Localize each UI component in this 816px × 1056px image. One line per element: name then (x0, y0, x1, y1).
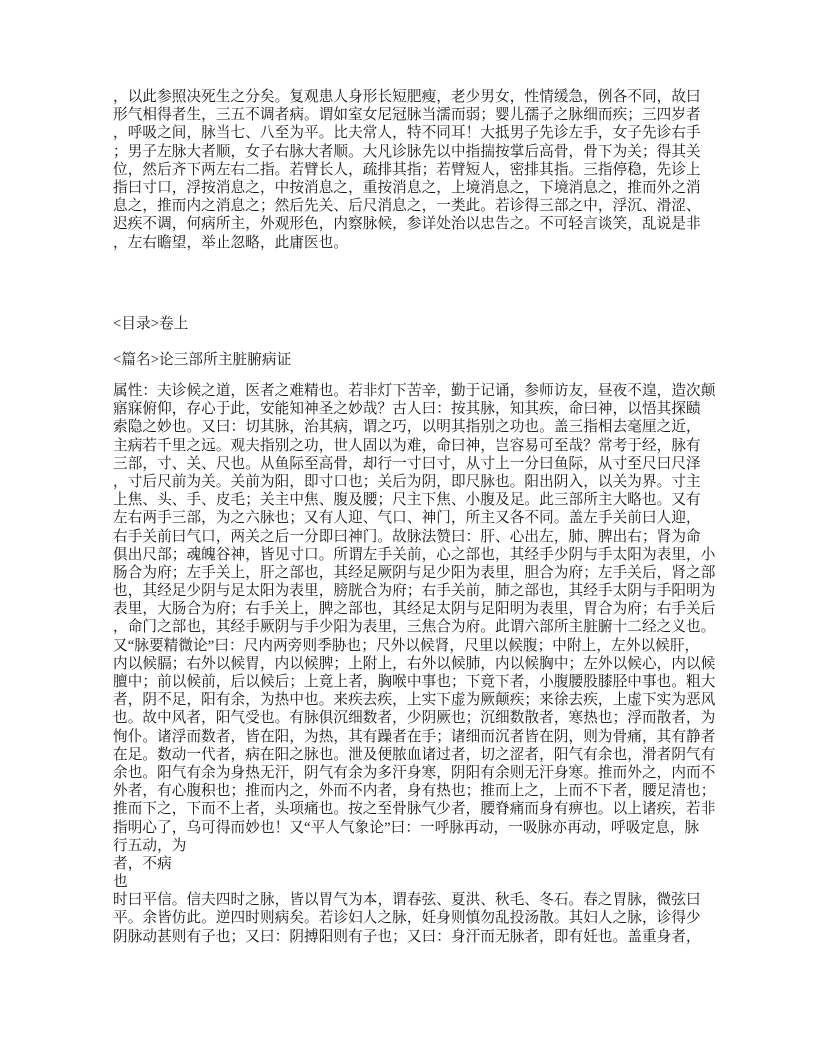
closing-paragraph (113, 891, 773, 946)
text-line: 肠合为府；左手关上，肝之部也，其经足厥阴与足少阳为表里，胆合为府；左手关后，肾之部 (113, 564, 716, 581)
text-line: 也。故中风者，阳气受也。有脉俱沉细数者，少阴厥也；沉细数散者，寒热也；浮而散者，为 (113, 710, 716, 727)
text-line: 也 (113, 874, 128, 891)
text-line: 又“脉要精微论”曰：尺内两旁则季胁也；尺外以候肾，尺里以候腹；中附上，左外以候肝， (113, 637, 700, 654)
chapter-title-heading: <篇名>论三部所主脏腑病证 (113, 352, 292, 368)
text-line: 寤寐俯仰，存心于此，安能知神圣之妙哉？古人曰：按其脉，知其疾，命曰神，以悟其探赜 (113, 401, 701, 418)
text-line: 膻中；前以候前，后以候后；上竟上者，胸喉中事也；下竟下者，小腹腰股膝胫中事也。粗大 (113, 674, 716, 690)
main-text-block (113, 382, 773, 946)
text-line: ；男子左脉大者顺，女子右脉大者顺。大凡诊脉先以中指揣按掌后高骨，骨下为关；得其关 (113, 143, 701, 160)
text-line: 属性：夫诊候之道，医者之难精也。若非灯下苦辛，勤于记诵，参师访友，昼夜不遑，造次颠 (113, 383, 716, 399)
text-line: 三部，寸、关、尺也。从鱼际至高骨，却行一寸曰寸，从寸上一分曰鱼际，从寸至尺曰尺泽 (113, 455, 701, 472)
text-line: ，以此参照决死生之分矣。复观患人身形长短肥瘦，老少男女，性情缓急，例各不同，故曰 (113, 89, 701, 105)
text-line: 指曰寸口，浮按消息之，中按消息之，重按消息之，上境消息之，下境消息之，推而外之消 (113, 179, 701, 196)
text-line: 外者，有心腹积也；推而内之，外而不内者，身有热也；推而上之，上而不下者，腰足清也； (113, 783, 716, 800)
text-line: 也，其经足少阴与足太阳为表里，膀胱合为府；右手关前，肺之部也，其经手太阴与手阳明为 (113, 583, 716, 600)
text-line: 平。余皆仿此。逆四时则病矣。若诊妇人之脉，妊身则慎勿乱投汤散。其妇人之脉，诊得少 (113, 910, 701, 927)
text-line: 时曰平信。信夫四时之脉，皆以胃气为本，谓春弦、夏洪、秋毛、冬石。春之胃脉，微弦曰 (113, 892, 701, 909)
body-paragraph (113, 382, 773, 891)
toc-heading: <目录>卷上 (113, 316, 189, 332)
text-line: 恂仆。诸浮而数者，皆在阳，为热，其有躁者在手；诸细而沉者皆在阴，则为骨痛，其有静者 (113, 728, 716, 745)
text-line: 息之，推而内之消息之；然后先关、后尺消息之，一类此。若诊得三部之中，浮沉、滑涩、 (113, 198, 701, 215)
text-line: 俱出尺部；魂魄谷神，皆见寸口。所谓左手关前，心之部也，其经手少阴与手太阳为表里，小 (113, 546, 716, 563)
text-line: 形气相得者生，三五不调者病。谓如室女尼冠脉当濡而弱；婴儿孺子之脉细而疾；三四岁者 (113, 107, 701, 124)
text-line: 上焦、头、手、皮毛；关主中焦、腹及腰；尺主下焦、小腹及足。此三部所主大略也。又有 (113, 492, 701, 509)
text-line: 主病若千里之远。观夫指别之功，世人固以为难，命曰神，岂容易可至哉？常考于经，脉有 (113, 437, 701, 454)
text-line: 内以候膈；右外以候胃，内以候脾；上附上，右外以候肺，内以候胸中；左外以候心，内以候 (113, 655, 716, 672)
text-line: ，寸后尺前为关。关前为阳，即寸口也；关后为阴，即尺脉也。阳出阴入，以关为界。寸主 (113, 473, 701, 490)
text-line: 位，然后齐下两左右二指。若臂长人，疏排其指；若臂短人，密排其指。三指停稳，先诊上 (113, 161, 701, 178)
text-line: ，左右瞻望，举止忽略，此庸医也。 (113, 234, 349, 251)
text-line: ，命门之部也，其经手厥阴与手少阳为表里，三焦合为府。此谓六部所主脏腑十二经之义也。 (113, 619, 716, 636)
text-line: 余也。阳气有余为身热无汗，阴气有余为多汗身寒，阴阳有余则无汗身寒。推而外之，内而不 (113, 764, 716, 781)
text-line: 阴脉动甚则有子也；又曰：阴搏阳则有子也；又曰：身汗而无脉者，即有妊也。盖重身者， (113, 928, 701, 945)
intro-paragraph (113, 88, 773, 252)
text-line: ，呼吸之间，脉当七、八至为平。比夫常人，特不同耳！大抵男子先诊左手，女子先诊右手 (113, 125, 701, 142)
text-line: 行五动，为 (113, 837, 187, 854)
text-line: 索隐之妙也。又曰：切其脉，治其病，谓之巧，以明其指别之功也。盖三指相去毫厘之近， (113, 419, 701, 436)
text-line: 迟疾不调，何病所主，外观形色，内察脉候，参详处治以忠告之。不可轻言谈笑，乱说是非 (113, 216, 701, 233)
text-line: 者，阴不足，阳有余，为热中也。来疾去疾，上实下虚为厥颠疾；来徐去疾，上虚下实为恶风 (113, 692, 716, 709)
text-line: 在足。数动一代者，病在阳之脉也。泄及便脓血诸过者，切之涩者，阳气有余也，滑者阴气有 (113, 746, 716, 763)
text-line: 右手关前曰气口，两关之后一分即曰神门。故脉法赞曰：肝、心出左，肺、脾出右；肾为命 (113, 528, 701, 545)
text-line: 表里，大肠合为府；右手关上，脾之部也，其经足太阴与足阳明为表里，胃合为府；右手关后 (113, 601, 716, 618)
text-line: 指明心了，乌可得而妙也！又“平人气象论”曰：一呼脉再动，一吸脉亦再动，呼吸定息，脉 (113, 819, 700, 836)
text-line: 左右两手三部，为之六脉也；又有人迎、气口、神门，所主又各不同。盖左手关前曰人迎， (113, 510, 701, 527)
text-line: 者，不病 (113, 855, 172, 872)
text-line: 推而下之，下而不上者，头项痛也。按之至骨脉气少者，腰脊痛而身有痹也。以上诸疾，若非 (113, 801, 716, 818)
